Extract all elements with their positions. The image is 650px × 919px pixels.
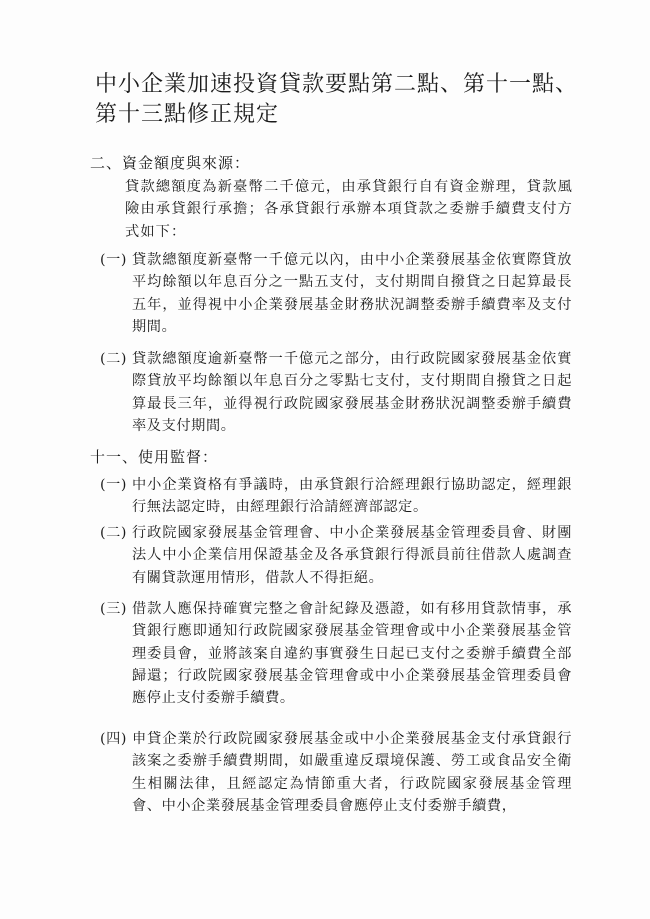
item-text: 貸款總額度逾新臺幣一千億元之部分，由行政院國家發展基金依實際貸放平均餘額以年息百分之零點七支付，支付期間自撥貸之日起算最長三年，並得視行政院國家發展基金財務狀況調整委辦手續費率及支付期間。	[132, 351, 572, 434]
item-marker: (四)	[100, 731, 128, 747]
item-text: 申貸企業於行政院國家發展基金或中小企業發展基金支付承貸銀行該案之委辦手續費期間，如嚴重違反環境保護、勞工或食品安全衛生相關法律，且經認定為情節重大者，行政院國家發展基金管理會、中小企業發展基金管理委員會應停止支付委辦手續費，	[132, 731, 572, 814]
document-title: 中小企業加速投資貸款要點第二點、第十一點、第十三點修正規定	[95, 72, 579, 127]
item-text: 中小企業資格有爭議時，由承貸銀行洽經理銀行協助認定，經理銀行無法認定時，由經理銀行洽請經濟部認定。	[132, 477, 572, 516]
section-11-item-1	[100, 474, 572, 519]
section-11-item-2	[100, 522, 572, 589]
item-text: 貸款總額度新臺幣一千億元以內，由中小企業發展基金依實際貸放平均餘額以年息百分之一點五支付，支付期間自撥貸之日起算最長五年，並得視中小企業發展基金財務狀況調整委辦手續費率及支付期間。	[132, 252, 572, 335]
section-11-item-4	[100, 728, 572, 817]
section-2-intro: 貸款總額度為新臺幣二千億元，由承貸銀行自有資金辦理，貸款風險由承貸銀行承擔；各承貸銀行承辦本項貸款之委辦手續費支付方式如下：	[125, 179, 573, 240]
item-text: 借款人應保持確實完整之會計紀錄及憑證，如有移用貸款情事，承貸銀行應即通知行政院國家發展基金管理會或中小企業發展基金管理委員會，並將該案自違約事實發生日起已支付之委辦手續費全部歸還；行政院國家發展基金管理會或中小企業發展基金管理委員會應停止支付委辦手續費。	[132, 601, 572, 707]
item-text: 行政院國家發展基金管理會、中小企業發展基金管理委員會、財團法人中小企業信用保證基金及各承貸銀行得派員前往借款人處調查有關貸款運用情形，借款人不得拒絕。	[132, 525, 572, 586]
item-marker: (三)	[100, 601, 128, 617]
section-2-heading: 二、資金額度與來源：	[90, 154, 251, 172]
item-marker: (一)	[100, 252, 128, 268]
section-2-item-1	[100, 249, 572, 338]
section-2-item-2	[100, 348, 572, 437]
item-marker: (二)	[100, 525, 128, 541]
section-11-item-3	[100, 598, 572, 709]
section-11-heading: 十一、使用監督：	[90, 448, 219, 466]
item-marker: (二)	[100, 351, 128, 367]
item-marker: (一)	[100, 477, 128, 493]
